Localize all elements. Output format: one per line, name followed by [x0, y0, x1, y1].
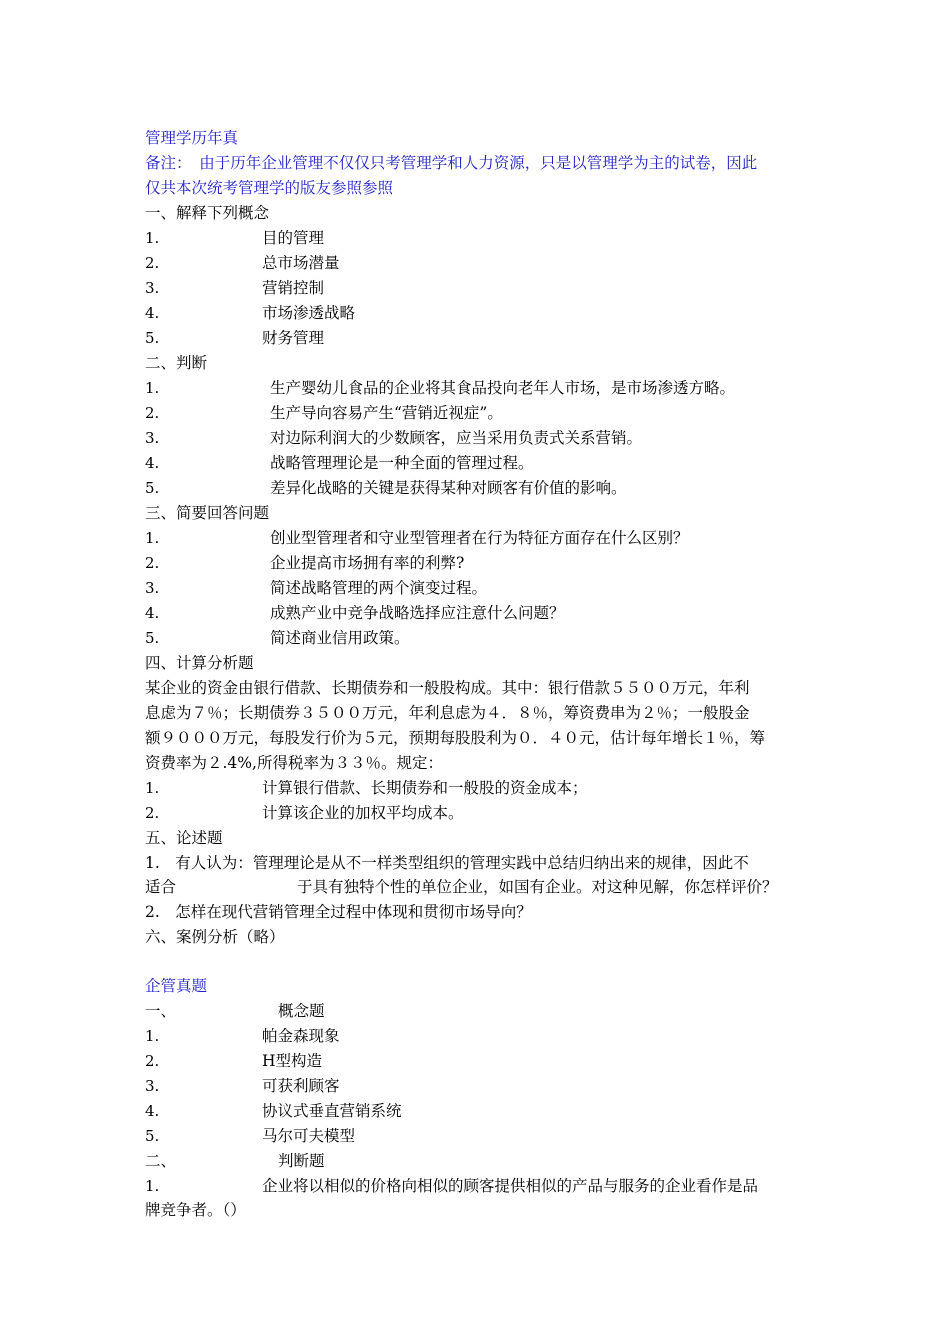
list-item-text: 战略管理理论是一种全面的管理过程。: [270, 454, 534, 472]
list-item-number: 2.: [145, 554, 160, 572]
list-item-text: 生产导向容易产生“营销近视症”。: [270, 404, 503, 422]
list-item-text: 总市场潜量: [262, 254, 340, 272]
list-item-number: 5.: [145, 1127, 160, 1145]
list-item-number: 5.: [145, 629, 160, 647]
list-item-text: 计算该企业的加权平均成本。: [262, 804, 464, 822]
list-item-number: 2.: [145, 1052, 160, 1070]
paragraph-line: 某企业的资金由银行借款、长期债券和一般股构成。其中：银行借款５５００万元，年利: [145, 679, 750, 697]
note-line-2: 仅共本次统考管理学的版友参照参照: [145, 179, 394, 197]
judgment-item-1-number: 1.: [145, 1177, 160, 1195]
part-2-heading-2-number: 二、: [145, 1152, 177, 1170]
section-3-heading: 三、简要回答问题: [145, 504, 270, 522]
list-item-text: 协议式垂直营销系统: [262, 1102, 402, 1120]
essay-item-1-line-2-rest: 于具有独特个性的单位企业，如国有企业。对这种见解，你怎样评价？: [297, 878, 778, 896]
section-6-heading: 六、案例分析（略）: [145, 928, 285, 946]
essay-item-2: 2. 怎样在现代营销管理全过程中体现和贯彻市场导向？: [145, 903, 532, 921]
list-item-number: 1.: [145, 529, 160, 547]
list-item-number: 2.: [145, 804, 160, 822]
list-item-number: 2.: [145, 404, 160, 422]
list-item-text: 计算银行借款、长期债券和一般股的资金成本；: [262, 779, 588, 797]
essay-item-1-line-2-start: 适合: [145, 878, 177, 896]
doc-title: 管理学历年真: [145, 129, 239, 147]
section-4-heading: 四、计算分析题: [145, 654, 254, 672]
list-item-text: 帕金森现象: [262, 1027, 340, 1045]
list-item-text: 市场渗透战略: [262, 304, 356, 322]
judgment-item-1-line-2: 牌竞争者。（）: [145, 1201, 246, 1219]
list-item-number: 5.: [145, 479, 160, 497]
list-item-number: 3.: [145, 579, 160, 597]
paragraph-line: 息虑为７％；长期债券３５００万元，年利息虑为４．８％，筹资费串为２％；一般股金: [145, 704, 750, 722]
part-2-heading-2-text: 判断题: [278, 1152, 325, 1170]
list-item-number: 4.: [145, 1102, 160, 1120]
judgment-item-1-line-1: 企业将以相似的价格向相似的顾客提供相似的产品与服务的企业看作是品: [262, 1177, 759, 1195]
list-item-number: 1.: [145, 229, 160, 247]
list-item-text: 对边际利润大的少数顾客，应当采用负责式关系营销。: [270, 429, 643, 447]
list-item-text: 简述商业信用政策。: [270, 629, 410, 647]
list-item-number: 3.: [145, 279, 160, 297]
list-item-text: 财务管理: [262, 329, 325, 347]
section-5-heading: 五、论述题: [145, 829, 223, 847]
part-2-heading-1-text: 概念题: [278, 1002, 325, 1020]
list-item-text: 简述战略管理的两个演变过程。: [270, 579, 488, 597]
section-2-heading: 二、判断: [145, 354, 208, 372]
list-item-text: 创业型管理者和守业型管理者在行为特征方面存在什么区别？: [270, 529, 689, 547]
essay-item-1-line-1: 1. 有人认为：管理理论是从不一样类型组织的管理实践中总结归纳出来的规律，因此不: [145, 854, 749, 872]
list-item-number: 4.: [145, 304, 160, 322]
list-item-text: 马尔可夫模型: [262, 1127, 356, 1145]
list-item-number: 5.: [145, 329, 160, 347]
part-2-title: 企管真题: [145, 977, 208, 995]
paragraph-line: 额９０００万元，每股发行价为５元，预期每股股利为０．４０元，估计每年增长１％，筹: [145, 729, 766, 747]
list-item-number: 1.: [145, 379, 160, 397]
note-line-1: 备注： 由于历年企业管理不仅仅只考管理学和人力资源，只是以管理学为主的试卷，因此: [145, 154, 758, 172]
list-item-number: 3.: [145, 1077, 160, 1095]
part-2-heading-1-number: 一、: [145, 1002, 177, 1020]
list-item-number: 3.: [145, 429, 160, 447]
list-item-text: 目的管理: [262, 229, 325, 247]
list-item-number: 4.: [145, 454, 160, 472]
list-item-text: 差异化战略的关键是获得某种对顾客有价值的影响。: [270, 479, 627, 497]
list-item-text: 可获利顾客: [262, 1077, 340, 1095]
list-item-text: 企业提高市场拥有率的利弊?: [270, 554, 465, 572]
paragraph-line: 资费率为２.4%,所得税率为３３％。规定：: [145, 754, 443, 772]
list-item-number: 4.: [145, 604, 160, 622]
list-item-text: 营销控制: [262, 279, 325, 297]
list-item-number: 2.: [145, 254, 160, 272]
list-item-text: H型构造: [262, 1052, 323, 1070]
section-1-heading: 一、解释下列概念: [145, 204, 270, 222]
list-item-number: 1.: [145, 1027, 160, 1045]
list-item-text: 成熟产业中竞争战略选择应注意什么问题？: [270, 604, 565, 622]
list-item-number: 1.: [145, 779, 160, 797]
list-item-text: 生产婴幼儿食品的企业将其食品投向老年人市场，是市场渗透方略。: [270, 379, 736, 397]
